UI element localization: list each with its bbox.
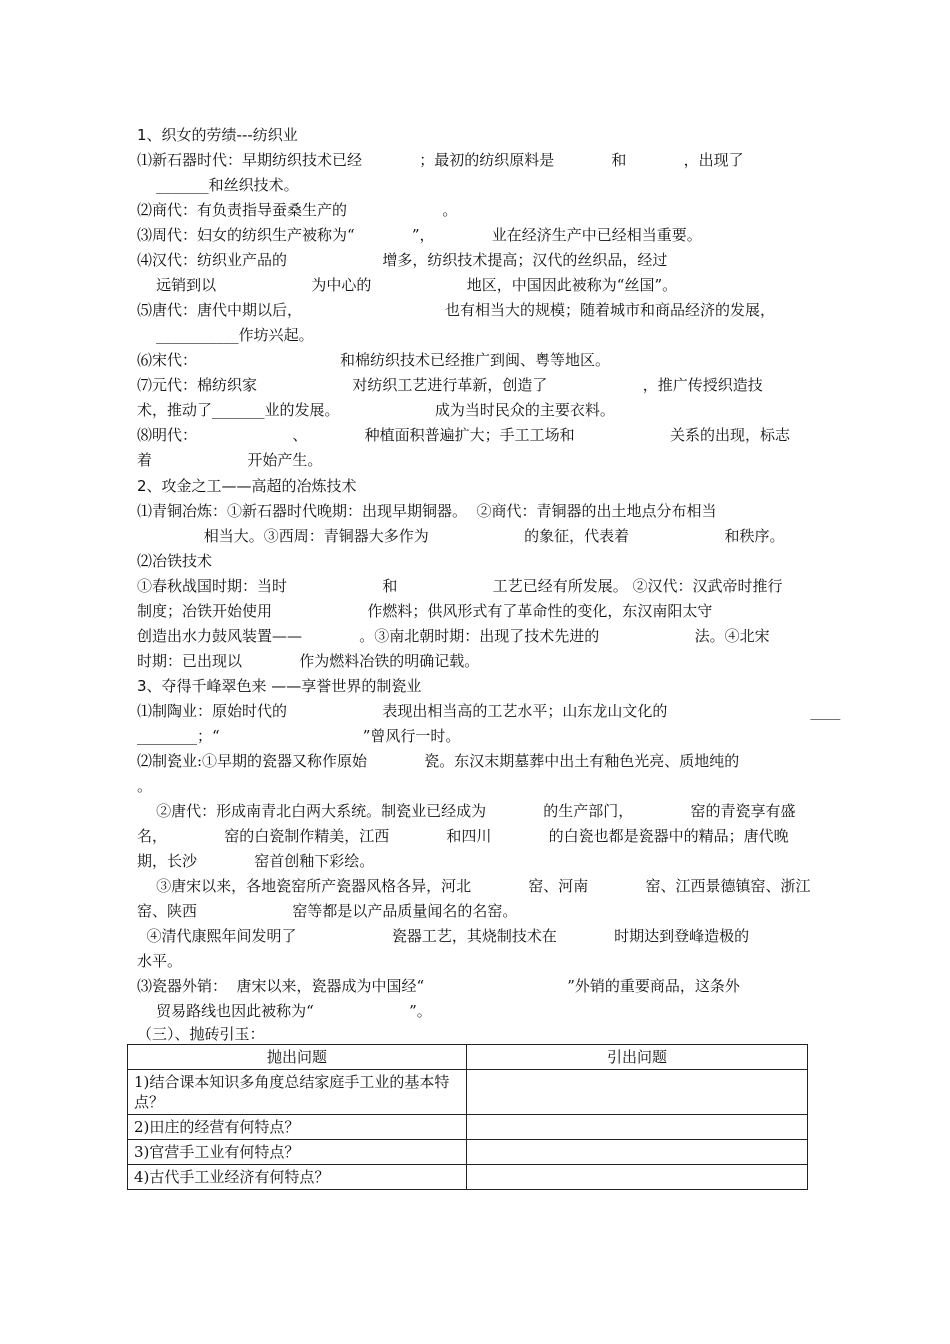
table-row: [128, 1140, 808, 1165]
question-cell: 2)田庄的经营有何特点？: [128, 1115, 467, 1140]
text-line: ⑶周代：妇女的纺织生产被称为“ ”， 业在经济生产中已经相当重要。: [137, 226, 702, 244]
subsection-heading-questions: （三）、抛砖引玉：: [137, 1025, 265, 1043]
text-line: ④清代康熙年间发明了 瓷器工艺，其烧制技术在 时期达到登峰造极的: [137, 927, 750, 945]
text-line: _______和丝织技术。: [137, 176, 299, 194]
text-line: ________；“ ”曾风行一时。: [137, 727, 461, 745]
text-line: 期，长沙 窑首创釉下彩绘。: [137, 852, 375, 870]
text-line: ⑺元代：棉纺织家 对纺织工艺进行革新，创造了 ，推广传授织造技: [137, 376, 763, 394]
text-line: ③唐宋以来，各地瓷窑所产瓷器风格各异，河北 窑、河南 窑、江西景德镇窑、浙江: [137, 877, 811, 895]
text-line: ___________作坊兴起。: [137, 326, 314, 344]
section-heading-textile: 1、织女的劳绩---纺织业: [137, 126, 298, 144]
header-cell: 抛出问题: [128, 1045, 467, 1070]
text-line: ⑵制瓷业:①早期的瓷器又称作原始 瓷。东汉末期墓葬中出土有釉色光亮、质地纯的: [137, 752, 740, 770]
text-line: 贸易路线也因此被称为“ ”。: [137, 1002, 432, 1020]
answer-cell[interactable]: [467, 1140, 808, 1165]
answer-cell[interactable]: [467, 1165, 808, 1190]
text-line: 水平。: [137, 952, 183, 970]
text-line: 远销到以 为中心的 地区，中国因此被称为“丝国”。: [137, 276, 678, 294]
text-line: ②唐代：形成南青北白两大系统。制瓷业已经成为 的生产部门， 窑的青瓷享有盛: [137, 802, 796, 820]
text-line: 名， 窑的白瓷制作精美，江西 和四川 的白瓷也都是瓷器中的精品；唐代晚: [137, 827, 789, 845]
text-line: ⑴制陶业：原始时代的 表现出相当高的工艺水平；山东龙山文化的 ____: [137, 702, 841, 720]
question-cell: 4)古代手工业经济有何特点？: [128, 1165, 467, 1190]
text-line: ⑷汉代：纺织业产品的 增多，纺织技术提高；汉代的丝织品，经过: [137, 251, 668, 269]
text-line: 着 开始产生。: [137, 451, 323, 469]
header-cell: 引出问题: [467, 1045, 808, 1070]
text-line: ⑶瓷器外销： 唐宋以来，瓷器成为中国经“ ”外销的重要商品，这条外: [137, 977, 740, 995]
answer-cell[interactable]: [467, 1070, 808, 1115]
section-heading-metallurgy: 2、攻金之工——高超的冶炼技术: [137, 477, 357, 495]
text-line: ⑵冶铁技术: [137, 552, 213, 570]
question-cell: 1)结合课本知识多角度总结家庭手工业的基本特点？: [128, 1070, 467, 1115]
text-line: 。: [137, 777, 153, 795]
text-line: ⑴新石器时代：早期纺织技术已经 ；最初的纺织原料是 和 ，出现了: [137, 151, 744, 169]
table-row: [128, 1070, 808, 1115]
question-cell: 3)官营手工业有何特点？: [128, 1140, 467, 1165]
text-line: ⑹宋代： 和棉纺织技术已经推广到闽、粤等地区。: [137, 351, 611, 369]
text-line: 制度；冶铁开始使用 作燃料；供风形式有了革命性的变化，东汉南阳太守: [137, 602, 713, 620]
text-line: 时期：已出现以 作为燃料冶铁的明确记载。: [137, 652, 480, 670]
text-line: ⑴青铜冶炼：①新石器时代晚期：出现早期铜器。 ②商代：青铜器的出土地点分布相当: [137, 502, 717, 520]
text-line: ⑸唐代：唐代中期以后， 也有相当大的规模；随着城市和商品经济的发展，: [137, 301, 776, 319]
text-line: ①春秋战国时期：当时 和 工艺已经有所发展。 ②汉代：汉武帝时推行: [137, 577, 783, 595]
table-header-row: [128, 1045, 808, 1070]
table-row: [128, 1165, 808, 1190]
table-row: [128, 1115, 808, 1140]
text-line: 相当大。③西周：青铜器大多作为 的象征，代表着 和秩序。: [137, 527, 785, 545]
text-line: ⑵商代：有负责指导蚕桑生产的 。: [137, 201, 458, 219]
answer-cell[interactable]: [467, 1115, 808, 1140]
text-line: 窑、陕西 窑等都是以产品质量闻名的名窑。: [137, 902, 518, 920]
section-heading-porcelain: 3、夺得千峰翠色来 ——享誉世界的制瓷业: [137, 677, 422, 695]
text-line: 创造出水力鼓风装置—— 。③南北朝时期：出现了技术先进的 法。④北宋: [137, 627, 770, 645]
text-line: 术，推动了_______业的发展。 成为当时民众的主要衣料。: [137, 401, 615, 419]
question-table: [127, 1044, 808, 1190]
text-line: ⑻明代： 、 种植面积普遍扩大；手工工场和 关系的出现，标志: [137, 426, 790, 444]
